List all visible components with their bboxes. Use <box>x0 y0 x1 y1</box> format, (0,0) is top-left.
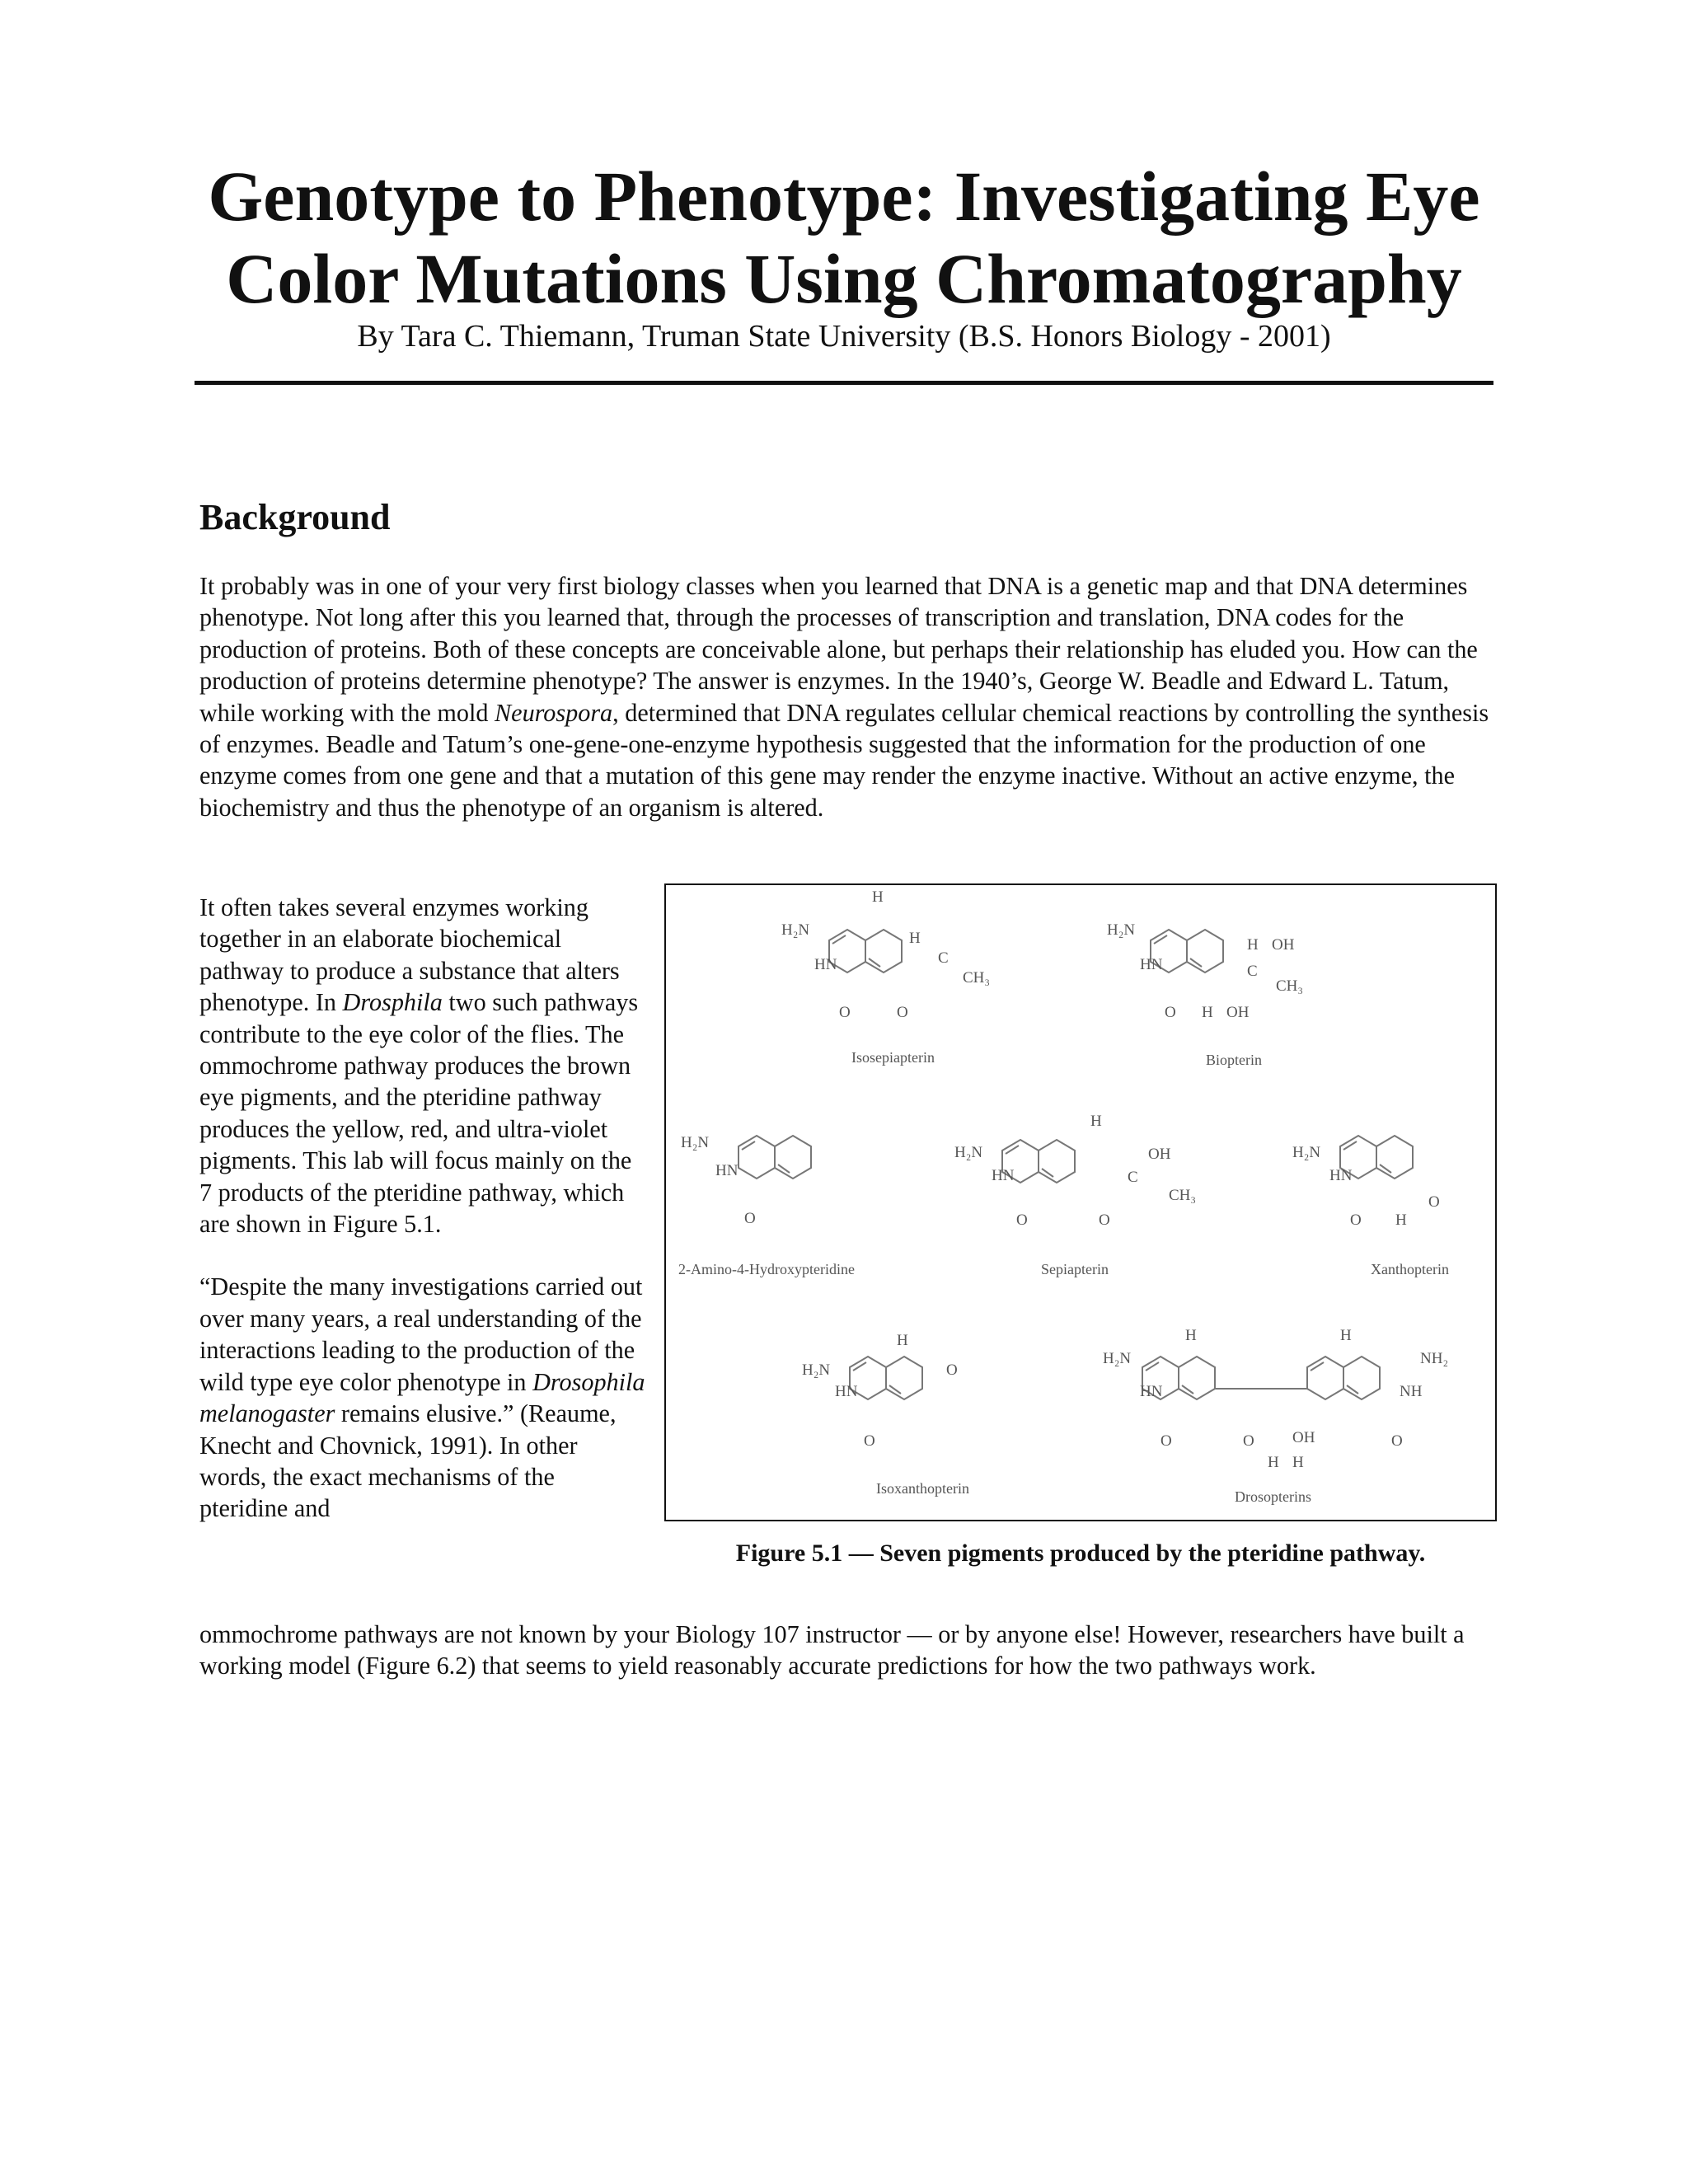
svg-text:O: O <box>946 1361 958 1379</box>
svg-text:NH: NH <box>1400 1383 1423 1400</box>
svg-text:HN: HN <box>835 1383 858 1400</box>
paragraph-intro-italic: Neurospora <box>495 698 613 727</box>
svg-text:O: O <box>864 1432 875 1450</box>
svg-text:HN: HN <box>715 1162 738 1179</box>
svg-text:HN: HN <box>1140 956 1163 973</box>
side-column <box>199 892 649 1556</box>
molecule-label: Xanthopterin <box>1371 1261 1449 1277</box>
svg-text:H₂N: H₂N <box>954 1144 983 1161</box>
svg-text:HN: HN <box>992 1167 1015 1184</box>
paragraph-pathways-text-1: It often takes several enzymes working together in an elaborate biochemical pathway to produce a substance that alters phenotype. In <box>199 893 620 1017</box>
svg-text:H₂N: H₂N <box>781 921 810 939</box>
svg-text:H: H <box>1185 1327 1197 1344</box>
molecule-isosepiapterin <box>781 888 990 1066</box>
paragraph-intro-text-1: It probably was in one of your very first biology classes when you learned that DNA is a genetic map and that DNA determines phenotype. Not long after this you learned that, through the processes of transcription and translation, DNA codes for the production of proteins. Both of these concepts are conceivable alone, but perhaps their relationship has eluded you. How can the production of proteins determine phenotype? The answer is enzymes. In the 1940’s, George W. Beadle and Edward L. Tatum, while working with the mold <box>199 572 1478 727</box>
svg-text:O: O <box>1160 1432 1172 1450</box>
molecule-isoxanthopterin <box>802 1332 969 1497</box>
paragraph-quote <box>199 1271 649 1524</box>
svg-text:O: O <box>744 1210 756 1227</box>
svg-text:H: H <box>1395 1212 1407 1229</box>
molecule-xanthopterin <box>1292 1136 1449 1277</box>
svg-text:CH₃: CH₃ <box>1169 1187 1197 1204</box>
svg-text:O: O <box>1016 1212 1028 1229</box>
figure-pteridine-structures <box>664 883 1497 1521</box>
paragraph-pathways-italic: Drosphila <box>342 988 443 1017</box>
paragraph-quote-continued: ommochrome pathways are not known by your Biology 107 instructor — or by anyone else! However, researchers have built a working model (Figure 6.2) that seems to yield reasonably accurate predictions for how the two pathways work. <box>199 1620 1465 1680</box>
molecule-label: Biopterin <box>1206 1052 1262 1068</box>
paragraph-pathways-text-2: two such pathways contribute to the eye color of the flies. The ommochrome pathway produces the brown eye pigments, and the pteridine pathway produces the yellow, red, and ultra-violet pigments. This lab will focus mainly on the 7 products of the pteridine pathway, which are shown in Figure 5.1. <box>199 988 639 1239</box>
paragraph-quote-text-1: “Despite the many investigations carried out over many years, a real understanding of the interactions leading to the production of the wild type eye color phenotype in <box>199 1272 643 1396</box>
svg-text:H: H <box>909 930 921 947</box>
svg-text:O: O <box>1391 1432 1403 1450</box>
paragraph-quote-text-2: remains elusive.” (Reaume, Knecht and Chovnick, 1991). In other words, the exact mechanisms of the pteridine and <box>199 1399 617 1523</box>
svg-text:CH₃: CH₃ <box>963 969 991 987</box>
svg-text:H: H <box>1268 1454 1279 1471</box>
document-title <box>132 155 1556 320</box>
svg-text:H₂N: H₂N <box>681 1134 710 1151</box>
svg-text:H₂N: H₂N <box>802 1361 831 1379</box>
svg-text:HN: HN <box>814 956 837 973</box>
svg-text:O: O <box>1243 1432 1254 1450</box>
figure-caption: Figure 5.1 — Seven pigments produced by the pteridine pathway. <box>735 1540 1426 1567</box>
svg-text:OH: OH <box>1148 1146 1171 1163</box>
svg-text:H: H <box>1292 1454 1304 1471</box>
molecule-sepiapterin <box>954 1113 1196 1277</box>
svg-text:C: C <box>1247 963 1258 980</box>
svg-text:NH₂: NH₂ <box>1420 1350 1449 1367</box>
svg-text:OH: OH <box>1272 936 1295 954</box>
svg-text:H: H <box>1090 1113 1102 1130</box>
svg-text:O: O <box>897 1004 908 1021</box>
svg-text:CH₃: CH₃ <box>1276 977 1304 995</box>
svg-text:H₂N: H₂N <box>1103 1350 1132 1367</box>
svg-text:C: C <box>1128 1169 1138 1186</box>
svg-text:O: O <box>1428 1193 1440 1211</box>
paragraph-intro-text-2: , determined that DNA regulates cellular chemical reactions by controlling the synthesis of enzymes. Beadle and Tatum’s one-gene-one-enzyme hypothesis suggested that the information for the production of one enzyme comes from one gene and that a mutation of this gene may render the enzyme inactive. Without an active enzyme, the biochemistry and thus the phenotype of an organism is altered. <box>199 698 1489 822</box>
molecule-amino-hydroxypteridine <box>678 1134 855 1277</box>
paragraph-quote-italic: Drosophila melanogaster <box>199 1367 645 1428</box>
molecule-label: 2-Amino-4-Hydroxypteridine <box>678 1261 855 1277</box>
svg-text:C: C <box>938 949 949 967</box>
svg-text:H₂N: H₂N <box>1292 1144 1321 1161</box>
svg-text:H: H <box>872 888 884 906</box>
molecule-label: Isosepiapterin <box>851 1049 935 1066</box>
molecule-label: Sepiapterin <box>1041 1261 1109 1277</box>
svg-text:H: H <box>1340 1327 1352 1344</box>
molecule-label: Drosopterins <box>1235 1488 1311 1505</box>
svg-text:H₂N: H₂N <box>1107 921 1136 939</box>
svg-text:O: O <box>1165 1004 1176 1021</box>
section-heading: Background <box>199 497 391 537</box>
author-byline: By Tara C. Thiemann, Truman State University (B.S. Honors Biology - 2001) <box>357 319 1331 354</box>
svg-text:O: O <box>1099 1212 1110 1229</box>
title-line-2: Color Mutations Using Chromatography <box>226 239 1462 318</box>
svg-text:O: O <box>839 1004 851 1021</box>
title-divider <box>195 381 1493 385</box>
svg-text:HN: HN <box>1329 1167 1353 1184</box>
svg-text:OH: OH <box>1292 1429 1315 1446</box>
svg-text:OH: OH <box>1226 1004 1250 1021</box>
structures-drawing <box>666 885 1495 1520</box>
molecule-biopterin <box>1107 921 1303 1068</box>
svg-text:O: O <box>1350 1212 1362 1229</box>
molecule-label: Isoxanthopterin <box>876 1480 969 1497</box>
paragraph-pathways <box>199 892 649 1240</box>
paragraph-intro <box>199 570 1498 823</box>
svg-text:H: H <box>897 1332 908 1349</box>
svg-text:H: H <box>1247 936 1259 954</box>
title-line-1: Genotype to Phenotype: Investigating Eye <box>208 157 1480 236</box>
svg-text:H: H <box>1202 1004 1213 1021</box>
molecule-drosopterins <box>1103 1327 1448 1505</box>
svg-text:HN: HN <box>1140 1383 1163 1400</box>
